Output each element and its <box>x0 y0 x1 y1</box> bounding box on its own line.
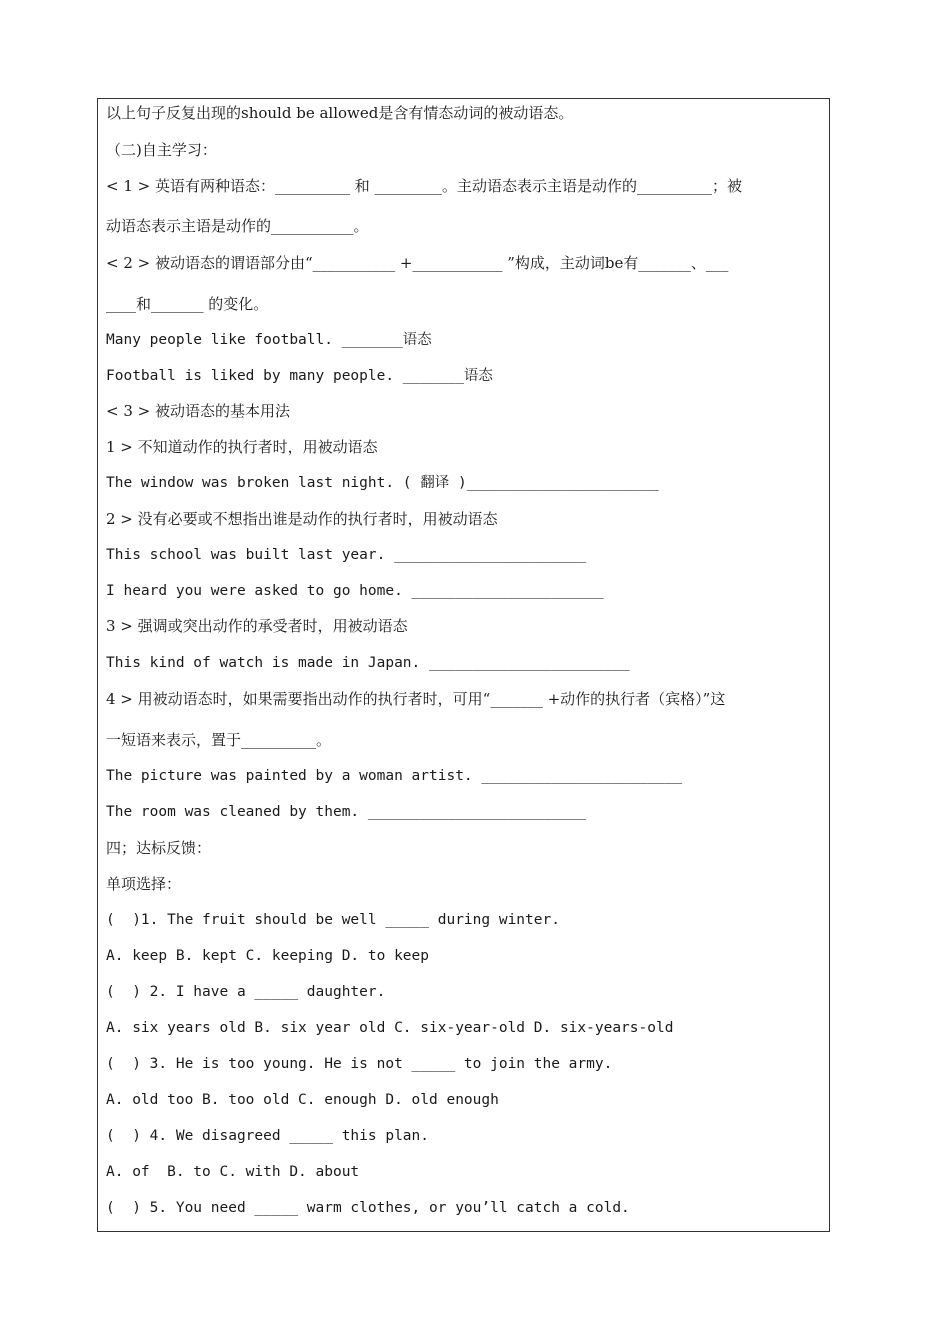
section-heading: 四；达标反馈： <box>106 839 212 857</box>
question-line: ( )1. The fruit should be well _____ during winter. <box>106 912 560 928</box>
question-line: ( ) 2. I have a _____ daughter. <box>106 984 386 1000</box>
question-line: ( ) 3. He is too young. He is not _____ to join the army. <box>106 1056 613 1072</box>
text-line: 4 > 用被动语态时，如果需要指出动作的执行者时，可用“_______ +动作的执行者（宾格）”这 <box>106 690 726 708</box>
text-line: < 1 > 英语有两种语态：__________ 和 _________。主动语态表示主语是动作的__________；被 <box>106 177 743 195</box>
options-line: A. keep B. kept C. keeping D. to keep <box>106 948 430 964</box>
text-line: ____和_______ 的变化。 <box>106 295 269 313</box>
text-line: This kind of watch is made in Japan. _______________________ <box>106 655 630 671</box>
text-line: 3 > 强调或突出动作的承受者时，用被动语态 <box>106 617 408 635</box>
text-line: 2 > 没有必要或不想指出谁是动作的执行者时，用被动语态 <box>106 510 498 528</box>
options-line: A. old too B. too old C. enough D. old enough <box>106 1092 499 1108</box>
text-line: （二)自主学习： <box>106 141 217 159</box>
text-line: This school was built last year. ______________________ <box>106 547 587 563</box>
text-line: Football is liked by many people. _______语态 <box>106 368 493 384</box>
text-line: 1 > 不知道动作的执行者时，用被动语态 <box>106 438 378 456</box>
text-line: The window was broken last night. ( 翻译 )______________________ <box>106 475 659 491</box>
section-heading: 单项选择： <box>106 875 182 893</box>
text-line: The picture was painted by a woman artist. _______________________ <box>106 768 683 784</box>
text-line: 动语态表示主语是动作的___________。 <box>106 217 369 235</box>
text-line: Many people like football. _______语态 <box>106 332 432 348</box>
options-line: A. six years old B. six year old C. six-year-old D. six-years-old <box>106 1020 674 1036</box>
options-line: A. of B. to C. with D. about <box>106 1164 360 1180</box>
question-line: ( ) 5. You need _____ warm clothes, or you’ll catch a cold. <box>106 1200 630 1216</box>
text-line: 以上句子反复出现的should be allowed是含有情态动词的被动语态。 <box>106 104 574 122</box>
text-line: The room was cleaned by them. _________________________ <box>106 804 587 820</box>
text-line: < 2 > 被动语态的谓语部分由“___________ +____________ ”构成，主动词be有_______、___ <box>106 254 729 272</box>
question-line: ( ) 4. We disagreed _____ this plan. <box>106 1128 430 1144</box>
text-line: I heard you were asked to go home. ______________________ <box>106 583 604 599</box>
text-line: 一短语来表示，置于__________。 <box>106 731 332 749</box>
text-line: < 3 > 被动语态的基本用法 <box>106 402 290 420</box>
